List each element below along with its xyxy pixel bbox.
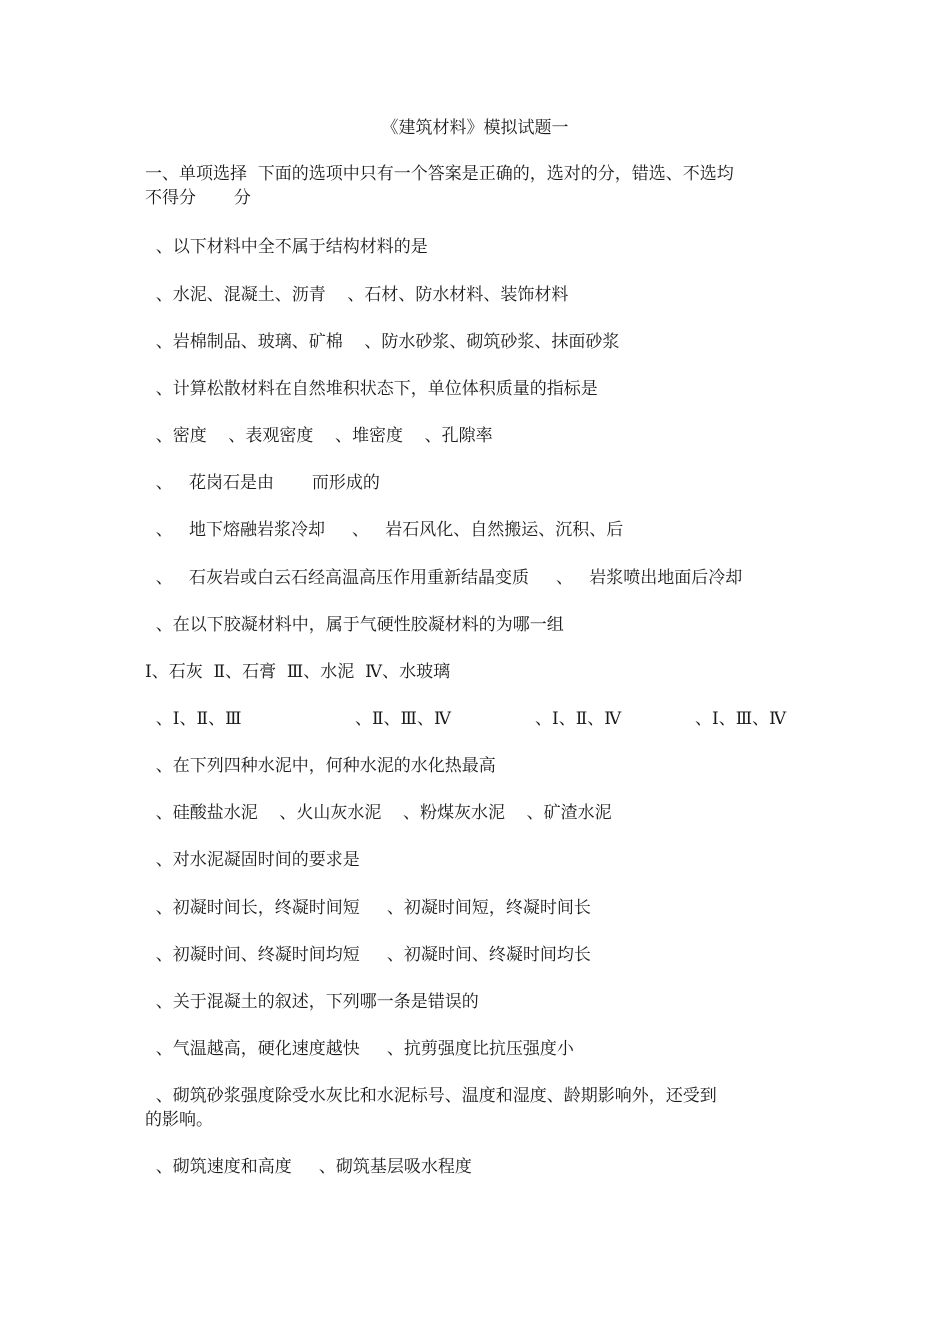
question-2-stem: 、计算松散材料在自然堆积状态下，单位体积质量的指标是	[145, 379, 598, 399]
section-instruction-line-2: 不得分 分	[145, 188, 251, 208]
question-6-option-line-1: 、初凝时间长，终凝时间短 、初凝时间短，终凝时间长	[145, 898, 591, 918]
question-1-option-line-2: 、岩棉制品、玻璃、矿棉 、防水砂浆、砌筑砂浆、抹面砂浆	[145, 332, 620, 352]
question-4-sub-items: Ⅰ、石灰 Ⅱ、石膏 Ⅲ、水泥 Ⅳ、水玻璃	[145, 662, 451, 682]
question-5-stem: 、在下列四种水泥中，何种水泥的水化热最高	[145, 756, 496, 776]
question-7-option-line-1: 、气温越高，硬化速度越快 、抗剪强度比抗压强度小	[145, 1039, 574, 1059]
question-8-option-line-1: 、砌筑速度和高度 、砌筑基层吸水程度	[145, 1157, 472, 1177]
question-3-option-line-2: 、 石灰岩或白云石经高温高压作用重新结晶变质 、 岩浆喷出地面后冷却	[145, 568, 743, 588]
question-3-option-line-1: 、 地下熔融岩浆冷却 、 岩石风化、自然搬运、沉积、后	[145, 520, 624, 540]
question-4-option-c: 、Ⅰ、Ⅱ、Ⅳ	[535, 709, 622, 729]
question-8-stem-continued: 的影响。	[145, 1110, 213, 1130]
question-6-stem: 、对水泥凝固时间的要求是	[145, 850, 360, 870]
question-4-option-d: 、Ⅰ、Ⅲ、Ⅳ	[695, 709, 787, 729]
question-7-stem: 、关于混凝土的叙述，下列哪一条是错误的	[145, 992, 479, 1012]
question-2-option-line-1: 、密度 、表观密度 、堆密度 、孔隙率	[145, 426, 493, 446]
question-4-stem: 、在以下胶凝材料中，属于气硬性胶凝材料的为哪一组	[145, 615, 564, 635]
question-4-option-b: 、Ⅱ、Ⅲ、Ⅳ	[355, 709, 451, 729]
section-instruction-line-1: 一、单项选择 下面的选项中只有一个答案是正确的，选对的分，错选、不选均	[145, 164, 734, 184]
question-6-option-line-2: 、初凝时间、终凝时间均短 、初凝时间、终凝时间均长	[145, 945, 591, 965]
question-4-options-row	[145, 707, 815, 851]
question-8-stem: 、砌筑砂浆强度除受水灰比和水泥标号、温度和湿度、龄期影响外，还受到	[145, 1086, 717, 1106]
question-1-option-line-1: 、水泥、混凝土、沥青 、石材、防水材料、装饰材料	[145, 285, 569, 305]
document-title: 《建筑材料》模拟试题一	[381, 118, 569, 138]
question-5-option-line-1: 、硅酸盐水泥 、火山灰水泥 、粉煤灰水泥 、矿渣水泥	[145, 803, 612, 823]
question-4-option-a: 、Ⅰ、Ⅱ、Ⅲ	[145, 709, 242, 729]
question-3-stem: 、 花岗石是由 而形成的	[145, 473, 380, 493]
question-1-stem: 、以下材料中全不属于结构材料的是	[145, 237, 428, 257]
